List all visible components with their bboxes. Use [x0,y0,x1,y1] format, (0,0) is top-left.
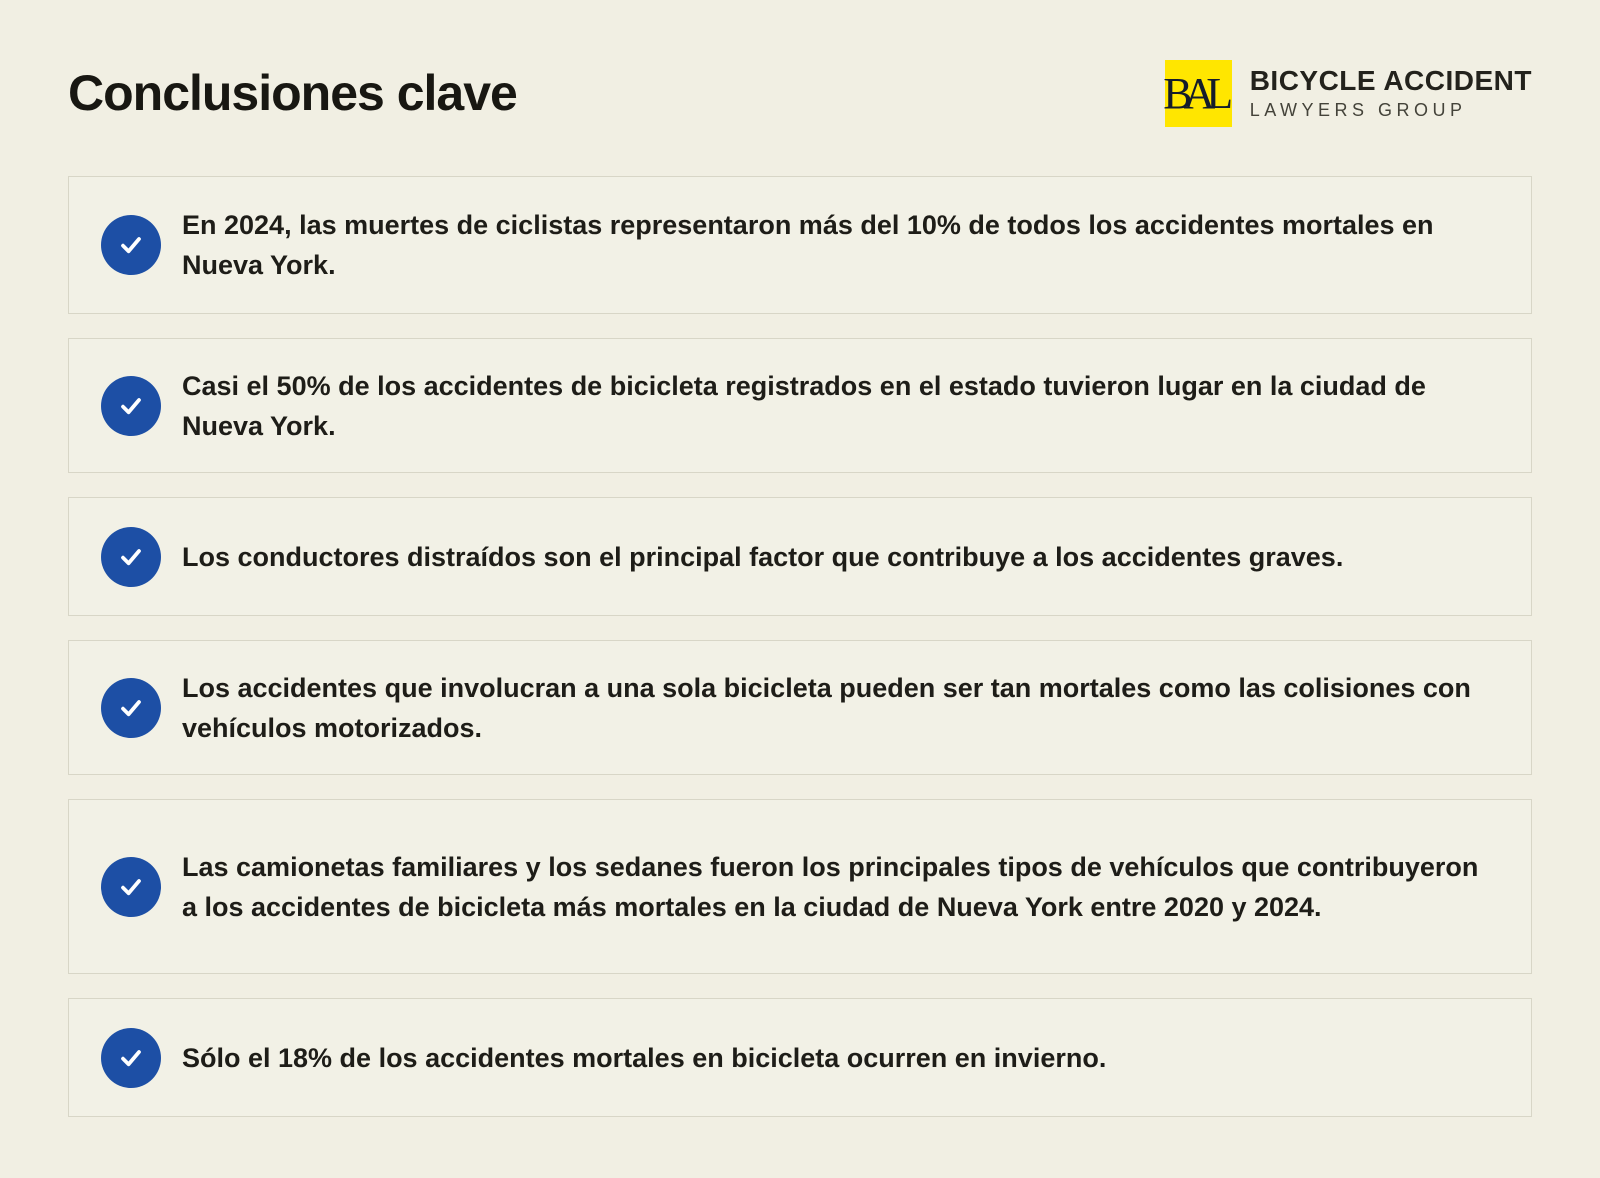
logo-subtitle: LAWYERS GROUP [1249,99,1467,120]
takeaway-card [68,497,1532,616]
page-title: Conclusiones clave [68,65,517,121]
logo-monogram: BAL [1163,68,1225,118]
check-icon [101,678,161,738]
takeaway-text: Los conductores distraídos son el principal factor que contribuye a los accidentes graves. [182,541,1344,572]
check-icon [101,857,161,917]
takeaway-text: En 2024, las muertes de ciclistas representaron más del 10% de todos los accidentes mortales en Nueva York. [182,210,1434,280]
takeaway-card [68,176,1532,314]
logo-name: BICYCLE ACCIDENT [1249,64,1532,96]
takeaway-card [68,640,1532,775]
takeaway-text: Sólo el 18% de los accidentes mortales en bicicleta ocurren en invierno. [182,1042,1107,1073]
takeaway-card [68,799,1532,974]
check-icon [101,215,161,275]
takeaway-card [68,338,1532,473]
takeaway-card [68,998,1532,1117]
check-icon [101,1028,161,1088]
header [68,58,1532,128]
takeaways-list [68,176,1532,1117]
takeaway-text: Casi el 50% de los accidentes de bicicleta registrados en el estado tuvieron lugar en la ciudad de Nueva York. [182,370,1426,441]
takeaway-text: Las camionetas familiares y los sedanes fueron los principales tipos de vehículos que contribuyeron a los accidentes de bicicleta más mortales en la ciudad de Nueva York entre 2020 y 2024. [182,851,1479,922]
check-icon [101,527,161,587]
logo-text [1250,65,1532,123]
takeaway-text: Los accidentes que involucran a una sola bicicleta pueden ser tan mortales como las colisiones con vehículos motorizados. [182,672,1471,743]
check-icon [101,376,161,436]
logo-monogram-box [1165,60,1232,127]
brand-logo [1165,60,1532,127]
